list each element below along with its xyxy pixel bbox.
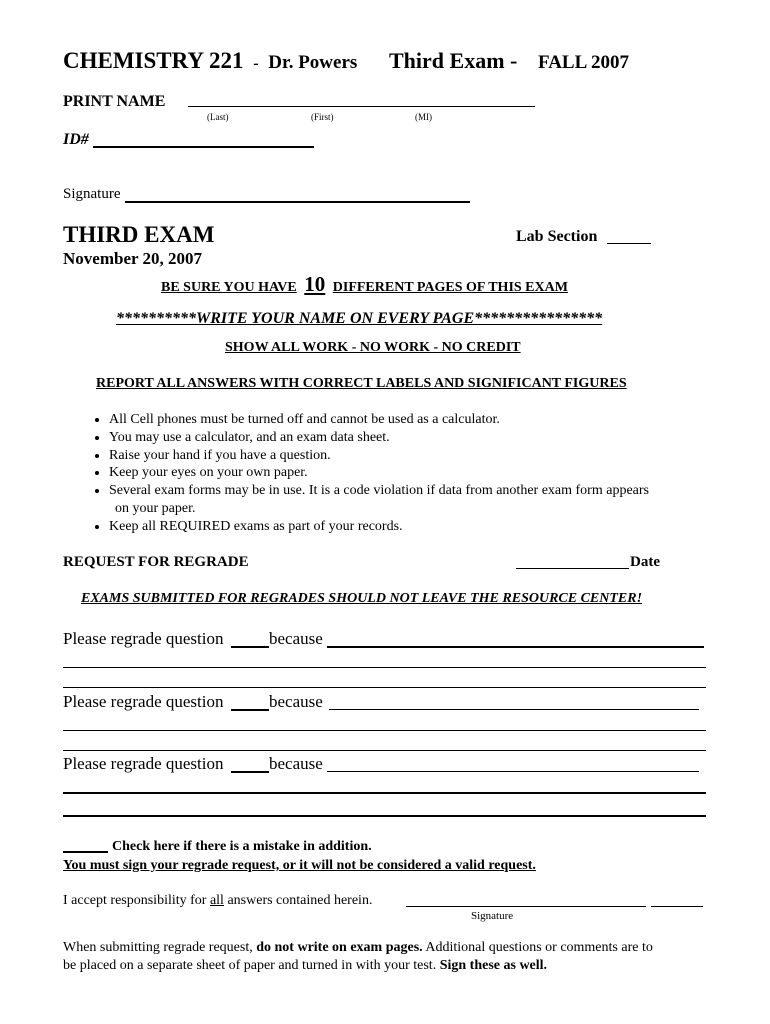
rule-item [109, 482, 749, 518]
instructor-name: Dr. Powers [268, 52, 358, 73]
because-label-3: because [269, 754, 323, 773]
reason-line-3c[interactable] [63, 815, 706, 817]
print-name-line[interactable] [188, 106, 535, 107]
rule-item: • All Cell phones must be turned off and cannot be used as a calculator. [109, 411, 749, 429]
reason-line-1c[interactable] [63, 687, 706, 688]
reason-line-2c[interactable] [63, 750, 706, 751]
regrade-question-prefix: Please regrade question [63, 629, 224, 648]
accept-all: all [209, 893, 224, 908]
accept-signature-line[interactable] [406, 906, 646, 907]
signature-line[interactable] [125, 201, 470, 203]
footer-text: When submitting regrade request, [63, 940, 257, 955]
regrade-warning: EXAMS SUBMITTED FOR REGRADES SHOULD NOT LEAVE THE RESOURCE CENTER! [81, 591, 643, 606]
first-name-caption: (First) [311, 112, 334, 122]
id-line[interactable] [93, 146, 314, 148]
lab-section-label: Lab Section [516, 228, 598, 245]
footer-text: be placed on a separate sheet of paper and turned in with your test. [63, 958, 440, 973]
because-label-2: because [269, 692, 323, 711]
regrade-date-label: Date [630, 554, 660, 570]
exam-date: November 20, 2007 [63, 249, 202, 268]
id-label: ID# [63, 131, 89, 148]
exam-title: THIRD EXAM [63, 222, 215, 247]
regrade-question-prefix: Please regrade question [63, 754, 224, 773]
lab-section-line[interactable] [607, 243, 651, 244]
reason-line-2b[interactable] [63, 730, 706, 731]
footer-line-1 [63, 939, 653, 957]
rule-item: • Raise your hand if you have a question. [109, 447, 749, 465]
footer-emphasis: do not write on exam pages. [256, 940, 423, 955]
pages-notice [161, 272, 568, 297]
header-dash: - [253, 55, 259, 72]
rule-item: • You may use a calculator, and an exam data sheet. [109, 429, 749, 447]
footer-instructions [63, 939, 653, 975]
regrade-question-prefix: Please regrade question [63, 692, 224, 711]
footer-text: Additional questions or comments are to [422, 940, 653, 955]
regrade-question-1 [63, 629, 224, 649]
pages-suffix: DIFFERENT PAGES OF THIS EXAM [332, 280, 568, 295]
middle-initial-caption: (MI) [415, 112, 432, 122]
accept-prefix: I accept responsibility for [63, 893, 210, 908]
signature-label: Signature [63, 186, 121, 202]
accept-suffix: answers contained herein. [223, 893, 373, 908]
show-work-notice: SHOW ALL WORK - NO WORK - NO CREDIT [225, 340, 521, 355]
rule-text: Several exam forms may be in use. It is a code violation if data from another exam form appears [109, 483, 649, 499]
reason-line-1a[interactable] [327, 646, 704, 648]
name-every-page-notice: **********WRITE YOUR NAME ON EVERY PAGE**************** [116, 310, 603, 327]
question-number-field-2[interactable] [231, 709, 269, 711]
must-sign-notice: You must sign your regrade request, or it will not be considered a valid request. [63, 858, 536, 873]
accept-date-line[interactable] [651, 906, 703, 907]
report-answers-notice: REPORT ALL ANSWERS WITH CORRECT LABELS AND SIGNIFICANT FIGURES [96, 376, 627, 391]
regrade-request-label: REQUEST FOR REGRADE [63, 554, 249, 570]
exam-rules-list [63, 411, 749, 536]
rule-continuation: on your paper. [115, 500, 196, 516]
reason-line-3b[interactable] [63, 792, 706, 794]
footer-emphasis: Sign these as well. [439, 958, 548, 973]
exam-name: Third Exam - [389, 48, 518, 73]
rule-item: • Keep your eyes on your own paper. [109, 464, 749, 482]
accept-responsibility-statement [63, 893, 372, 909]
last-name-caption: (Last) [207, 112, 229, 122]
print-name-label: PRINT NAME [63, 93, 166, 110]
regrade-question-3 [63, 754, 224, 774]
pages-prefix: BE SURE YOU HAVE [161, 280, 297, 295]
rule-item: • Keep all REQUIRED exams as part of your records. [109, 518, 749, 536]
reason-line-3a[interactable] [327, 771, 699, 772]
question-number-field-3[interactable] [231, 771, 269, 773]
addition-mistake-checkbox[interactable] [63, 851, 108, 853]
addition-mistake-label: Check here if there is a mistake in addition. [112, 839, 372, 854]
pages-count: 10 [304, 272, 326, 296]
question-number-field-1[interactable] [231, 646, 269, 648]
exam-term: FALL 2007 [538, 52, 629, 73]
regrade-date-line[interactable] [516, 568, 629, 569]
because-label-1: because [269, 629, 323, 648]
reason-line-2a[interactable] [329, 709, 699, 710]
course-title [63, 48, 357, 74]
signature-caption: Signature [471, 910, 514, 922]
regrade-question-2 [63, 692, 224, 712]
course-name: CHEMISTRY 221 [63, 48, 244, 73]
reason-line-1b[interactable] [63, 667, 706, 668]
footer-line-2 [63, 957, 653, 975]
